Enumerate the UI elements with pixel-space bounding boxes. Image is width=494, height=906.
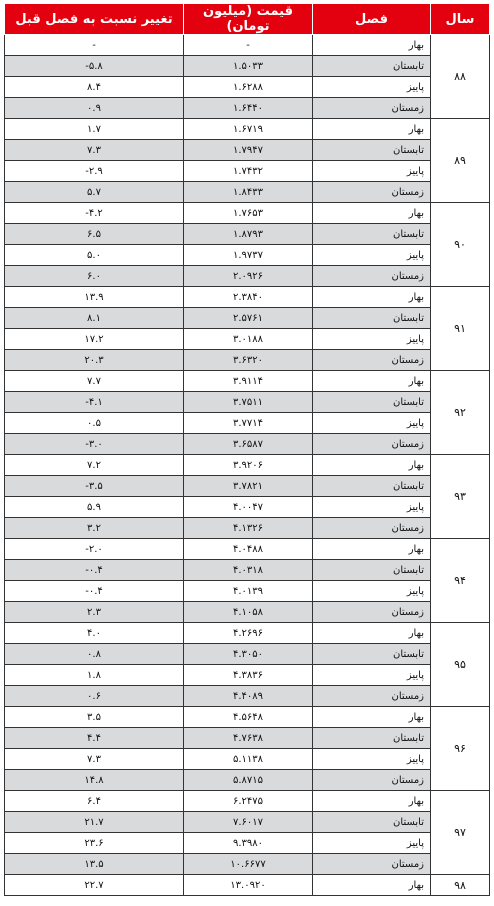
change-cell: [5, 329, 184, 350]
season-cell: پاییز: [313, 329, 431, 350]
change-cell: [5, 875, 184, 896]
change-value: -۲.۰: [85, 543, 103, 555]
table-row: [5, 56, 490, 77]
table-row: [5, 770, 490, 791]
price-value: ۳.۷۸۲۱: [232, 480, 264, 492]
change-cell: [5, 350, 184, 371]
season-cell: بهار: [313, 119, 431, 140]
price-cell: [184, 329, 313, 350]
price-cell: [184, 224, 313, 245]
change-cell: [5, 434, 184, 455]
price-cell: [184, 182, 313, 203]
season-cell: زمستان: [313, 434, 431, 455]
season-cell: بهار: [313, 203, 431, 224]
change-value: -۴.۲: [85, 207, 103, 219]
price-cell: [184, 665, 313, 686]
table-row: [5, 539, 490, 560]
season-cell: بهار: [313, 455, 431, 476]
table-row: [5, 77, 490, 98]
price-value: ۷.۶۰۱۷: [232, 816, 264, 828]
season-cell: پاییز: [313, 665, 431, 686]
price-cell: [184, 497, 313, 518]
change-value: ۰.۸: [87, 648, 101, 660]
table-row: [5, 245, 490, 266]
table-row: [5, 833, 490, 854]
table-row: [5, 623, 490, 644]
table-row: [5, 791, 490, 812]
price-value: ۳.۶۵۸۷: [232, 438, 264, 450]
header-price: قیمت (میلیون تومان): [184, 4, 313, 35]
season-cell: تابستان: [313, 812, 431, 833]
price-cell: [184, 602, 313, 623]
change-cell: [5, 749, 184, 770]
season-cell: زمستان: [313, 770, 431, 791]
change-value: ۲۲.۷: [84, 879, 104, 891]
season-cell: بهار: [313, 539, 431, 560]
table-row: [5, 875, 490, 896]
season-cell: پاییز: [313, 833, 431, 854]
price-value: ۴.۲۶۹۶: [232, 627, 264, 639]
year-cell: ۹۳: [431, 455, 490, 539]
season-cell: بهار: [313, 287, 431, 308]
year-cell: ۹۷: [431, 791, 490, 875]
table-row: [5, 560, 490, 581]
price-value: ۲.۰۹۲۶: [232, 270, 264, 282]
price-cell: [184, 791, 313, 812]
change-value: ۷.۳: [87, 144, 101, 156]
change-value: ۰.۶: [87, 690, 101, 702]
change-value: ۸.۴: [87, 81, 101, 93]
price-value: ۱.۶۴۴۰: [232, 102, 264, 114]
price-cell: [184, 392, 313, 413]
change-value: -۵.۸: [85, 60, 103, 72]
price-cell: [184, 77, 313, 98]
price-value: ۳.۰۱۸۸: [232, 333, 264, 345]
season-cell: پاییز: [313, 77, 431, 98]
season-cell: تابستان: [313, 224, 431, 245]
price-value: ۱۳.۰۹۲۰: [230, 879, 266, 891]
season-cell: پاییز: [313, 245, 431, 266]
season-cell: زمستان: [313, 350, 431, 371]
price-cell: [184, 539, 313, 560]
price-cell: [184, 98, 313, 119]
season-cell: پاییز: [313, 497, 431, 518]
table-row: [5, 392, 490, 413]
season-cell: پاییز: [313, 413, 431, 434]
season-cell: بهار: [313, 875, 431, 896]
season-cell: زمستان: [313, 602, 431, 623]
price-value: ۴.۰۴۸۸: [232, 543, 264, 555]
price-value: ۱.۷۶۵۳: [232, 207, 264, 219]
season-cell: بهار: [313, 623, 431, 644]
table-row: [5, 686, 490, 707]
change-cell: [5, 623, 184, 644]
table-row: [5, 308, 490, 329]
price-cell: [184, 413, 313, 434]
change-cell: [5, 245, 184, 266]
year-cell: ۹۵: [431, 623, 490, 707]
season-cell: تابستان: [313, 560, 431, 581]
change-value: ۶.۵: [87, 228, 101, 240]
season-cell: پاییز: [313, 581, 431, 602]
change-value: -۳.۰: [85, 438, 103, 450]
change-cell: [5, 476, 184, 497]
change-cell: [5, 455, 184, 476]
change-cell: [5, 560, 184, 581]
change-cell: [5, 644, 184, 665]
price-cell: [184, 161, 313, 182]
price-value: ۱.۸۷۹۳: [232, 228, 264, 240]
change-value: -۰.۴: [85, 585, 103, 597]
change-cell: [5, 854, 184, 875]
price-value: ۴.۷۶۳۸: [232, 732, 264, 744]
season-cell: زمستان: [313, 686, 431, 707]
price-cell: [184, 476, 313, 497]
season-cell: تابستان: [313, 308, 431, 329]
price-value: ۱.۸۴۳۳: [232, 186, 264, 198]
price-value: ۴.۴۰۸۹: [232, 690, 264, 702]
change-value: ۶.۴: [87, 795, 101, 807]
season-cell: زمستان: [313, 266, 431, 287]
season-cell: بهار: [313, 707, 431, 728]
change-value: ۴.۰: [87, 627, 101, 639]
season-cell: تابستان: [313, 392, 431, 413]
change-cell: [5, 833, 184, 854]
change-cell: [5, 119, 184, 140]
price-value: ۳.۹۱۱۴: [232, 375, 264, 387]
season-cell: بهار: [313, 791, 431, 812]
table-row: [5, 581, 490, 602]
change-value: ۳.۲: [87, 522, 101, 534]
change-value: ۵.۰: [87, 249, 101, 261]
change-value: ۱۴.۸: [84, 774, 104, 786]
change-cell: [5, 518, 184, 539]
price-value: ۵.۱۱۳۸: [232, 753, 264, 765]
price-cell: [184, 245, 313, 266]
season-cell: پاییز: [313, 749, 431, 770]
table-row: [5, 413, 490, 434]
change-value: ۲۳.۶: [84, 837, 104, 849]
price-cell: [184, 644, 313, 665]
change-value: -۰.۴: [85, 564, 103, 576]
table-row: [5, 497, 490, 518]
price-value: ۵.۸۷۱۵: [232, 774, 264, 786]
table-row: [5, 119, 490, 140]
table-row: [5, 329, 490, 350]
change-value: ۰.۹: [87, 102, 101, 114]
header-season: فصل: [313, 4, 431, 35]
change-value: ۵.۹: [87, 501, 101, 513]
change-value: ۳.۵: [87, 711, 101, 723]
season-cell: زمستان: [313, 182, 431, 203]
price-cell: [184, 812, 313, 833]
table-row: [5, 371, 490, 392]
price-cell: [184, 203, 313, 224]
table-body: [5, 35, 490, 896]
change-value: ۱۷.۲: [84, 333, 104, 345]
price-value: ۲.۳۸۴۰: [232, 291, 264, 303]
price-value: ۳.۷۷۱۴: [232, 417, 264, 429]
price-value: ۴.۰۱۳۹: [232, 585, 264, 597]
year-cell: ۹۴: [431, 539, 490, 623]
change-cell: [5, 581, 184, 602]
price-cell: [184, 581, 313, 602]
price-value: ۱.۶۲۸۸: [232, 81, 264, 93]
price-cell: [184, 308, 313, 329]
change-value: ۵.۷: [87, 186, 101, 198]
change-value: ۱.۷: [87, 123, 101, 135]
change-value: -۲.۹: [85, 165, 103, 177]
price-value: ۴.۳۰۵۰: [232, 648, 264, 660]
change-value: ۲۰.۳: [84, 354, 104, 366]
housing-price-table: [4, 3, 490, 896]
table-row: [5, 665, 490, 686]
change-cell: [5, 224, 184, 245]
header-row: [5, 4, 490, 35]
price-cell: [184, 875, 313, 896]
change-cell: [5, 182, 184, 203]
change-cell: [5, 686, 184, 707]
header-change: تغییر نسبت به فصل قبل: [5, 4, 184, 35]
price-value: ۳.۹۲۰۶: [232, 459, 264, 471]
change-value: ۱۳.۵: [84, 858, 104, 870]
year-cell: ۹۶: [431, 707, 490, 791]
price-value: ۹.۳۹۸۰: [232, 837, 264, 849]
change-cell: [5, 413, 184, 434]
season-cell: تابستان: [313, 728, 431, 749]
season-cell: بهار: [313, 371, 431, 392]
season-cell: زمستان: [313, 854, 431, 875]
change-cell: [5, 707, 184, 728]
price-cell: [184, 287, 313, 308]
price-cell: [184, 707, 313, 728]
table-row: [5, 287, 490, 308]
price-value: ۴.۵۶۴۸: [232, 711, 264, 723]
price-cell: [184, 35, 313, 56]
header-year: سال: [431, 4, 490, 35]
year-cell: ۹۰: [431, 203, 490, 287]
change-cell: [5, 371, 184, 392]
table-row: [5, 455, 490, 476]
price-value: ۱.۵۰۳۳: [232, 60, 264, 72]
price-value: ۱.۹۷۳۷: [232, 249, 264, 261]
change-cell: [5, 161, 184, 182]
price-cell: [184, 455, 313, 476]
change-value: ۰.۵: [87, 417, 101, 429]
table-row: [5, 203, 490, 224]
change-cell: [5, 497, 184, 518]
change-cell: [5, 56, 184, 77]
season-cell: زمستان: [313, 518, 431, 539]
table-row: [5, 644, 490, 665]
table-row: [5, 602, 490, 623]
change-cell: [5, 308, 184, 329]
change-cell: [5, 791, 184, 812]
change-cell: [5, 539, 184, 560]
change-value: -۳.۵: [85, 480, 103, 492]
price-value: -: [246, 39, 250, 51]
price-cell: [184, 854, 313, 875]
change-cell: [5, 266, 184, 287]
change-cell: [5, 77, 184, 98]
change-value: ۸.۱: [87, 312, 101, 324]
year-cell: ۹۸: [431, 875, 490, 896]
price-cell: [184, 350, 313, 371]
season-cell: زمستان: [313, 98, 431, 119]
price-cell: [184, 560, 313, 581]
table-row: [5, 182, 490, 203]
table-row: [5, 266, 490, 287]
price-value: ۱۰.۶۶۷۷: [230, 858, 266, 870]
change-cell: [5, 812, 184, 833]
table-row: [5, 35, 490, 56]
price-value: ۱.۷۴۳۲: [232, 165, 264, 177]
table-row: [5, 161, 490, 182]
price-cell: [184, 749, 313, 770]
price-cell: [184, 686, 313, 707]
change-value: ۱.۸: [87, 669, 101, 681]
change-value: ۷.۲: [87, 459, 101, 471]
change-cell: [5, 203, 184, 224]
price-value: ۴.۱۰۵۸: [232, 606, 264, 618]
season-cell: تابستان: [313, 140, 431, 161]
season-cell: تابستان: [313, 476, 431, 497]
season-cell: بهار: [313, 35, 431, 56]
table-row: [5, 728, 490, 749]
year-cell: ۸۹: [431, 119, 490, 203]
year-cell: ۹۱: [431, 287, 490, 371]
table-row: [5, 518, 490, 539]
table-row: [5, 707, 490, 728]
table-row: [5, 224, 490, 245]
price-cell: [184, 623, 313, 644]
change-value: ۱۳.۹: [84, 291, 104, 303]
change-value: ۷.۳: [87, 753, 101, 765]
price-cell: [184, 728, 313, 749]
table-row: [5, 98, 490, 119]
change-cell: [5, 140, 184, 161]
season-cell: تابستان: [313, 644, 431, 665]
season-cell: تابستان: [313, 56, 431, 77]
change-cell: [5, 35, 184, 56]
price-value: ۲.۵۷۶۱: [232, 312, 264, 324]
price-cell: [184, 371, 313, 392]
season-cell: پاییز: [313, 161, 431, 182]
price-value: ۴.۰۰۴۷: [232, 501, 264, 513]
change-cell: [5, 728, 184, 749]
change-cell: [5, 98, 184, 119]
table-row: [5, 812, 490, 833]
price-cell: [184, 119, 313, 140]
price-value: ۱.۶۷۱۹: [232, 123, 264, 135]
price-cell: [184, 56, 313, 77]
year-cell: ۸۸: [431, 35, 490, 119]
change-cell: [5, 770, 184, 791]
change-cell: [5, 665, 184, 686]
change-value: ۶.۰: [87, 270, 101, 282]
change-value: ۴.۴: [87, 732, 101, 744]
change-cell: [5, 602, 184, 623]
price-cell: [184, 434, 313, 455]
price-value: ۴.۱۳۲۶: [232, 522, 264, 534]
price-value: ۶.۲۴۷۵: [232, 795, 264, 807]
change-cell: [5, 392, 184, 413]
change-value: ۲.۳: [87, 606, 101, 618]
price-value: ۳.۷۵۱۱: [232, 396, 264, 408]
price-value: ۳.۶۳۲۰: [232, 354, 264, 366]
table-row: [5, 476, 490, 497]
year-cell: ۹۲: [431, 371, 490, 455]
price-cell: [184, 770, 313, 791]
price-value: ۴.۳۸۳۶: [232, 669, 264, 681]
price-cell: [184, 266, 313, 287]
table-row: [5, 140, 490, 161]
table-row: [5, 434, 490, 455]
table-row: [5, 350, 490, 371]
table-row: [5, 854, 490, 875]
change-value: ۷.۷: [87, 375, 101, 387]
price-cell: [184, 833, 313, 854]
price-value: ۴.۰۳۱۸: [232, 564, 264, 576]
price-cell: [184, 140, 313, 161]
change-value: -: [92, 39, 96, 51]
price-cell: [184, 518, 313, 539]
table-row: [5, 749, 490, 770]
change-value: ۲۱.۷: [84, 816, 104, 828]
price-value: ۱.۷۹۴۷: [232, 144, 264, 156]
change-value: -۴.۱: [85, 396, 103, 408]
change-cell: [5, 287, 184, 308]
